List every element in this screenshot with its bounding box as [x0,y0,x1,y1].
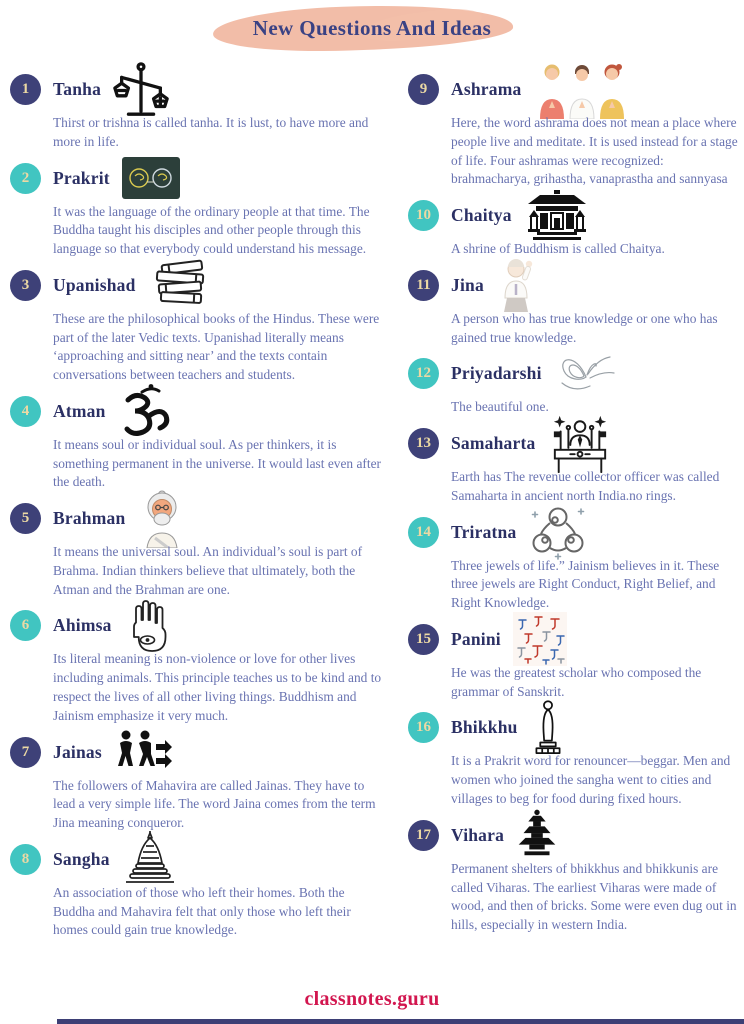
content-columns [0,62,744,945]
term-item-triratna [408,511,740,613]
item-number-badge: 4 [10,396,41,427]
item-number-badge: 15 [408,624,439,655]
term-description: An association of those who left their homes. Both the Buddha and Mahavira felt that only those who left their homes could gain true knowledge. [53,884,351,938]
om-icon [118,384,170,438]
term-label: Ahimsa [53,615,112,636]
footer-site-link[interactable]: classnotes.guru [304,988,440,1010]
term-item-sangha [10,838,398,940]
item-number-badge: 8 [10,844,41,875]
term-label: Upanishad [53,274,136,295]
term-item-tanha [10,68,398,152]
term-description: Three jewels of life.” Jainism believes in it. These three jewels are Right Conduct, Right Belief, and Right Knowledge. [451,557,720,611]
praying-people-icon [533,61,631,119]
item-number-badge: 17 [408,820,439,851]
sanskrit-letters-icon [513,612,567,666]
term-item-ashrama [408,68,740,189]
item-number-badge: 13 [408,428,439,459]
item-number-badge: 9 [408,74,439,105]
term-description: Thirst or trishna is called tanha. It is lust, to have more and more in life. [53,115,369,149]
bottom-accent-bar [57,1019,744,1024]
term-label: Jainas [53,741,102,762]
pagoda-icon [516,809,558,861]
followers-icon [114,729,172,775]
term-item-panini [408,618,740,702]
item-number-badge: 16 [408,712,439,743]
ahimsa-hand-icon [124,597,170,655]
term-item-jina [408,264,740,348]
stupa-icon [122,830,178,888]
term-description: The followers of Mahavira are called Jainas. They have to lead a very simple life. The word Jaina comes from the term Jina meaning conqueror. [53,777,376,831]
term-item-bhikkhu [408,706,740,808]
term-description: The beautiful one. [451,399,549,415]
item-number-badge: 2 [10,163,41,194]
item-number-badge: 7 [10,737,41,768]
term-item-prakrit [10,157,398,259]
term-label: Jina [451,274,484,295]
monk-statue-icon [530,699,566,757]
three-jewels-icon [528,504,588,560]
term-description: A person who has true knowledge or one who has gained true knowledge. [451,310,718,345]
sage-icon [137,490,187,548]
right-column [408,68,740,945]
term-description: A shrine of Buddhism is called Chaitya. [451,241,665,257]
item-number-badge: 1 [10,74,41,105]
balance-scale-icon [113,60,169,120]
term-label: Prakrit [53,167,110,188]
term-description: Its literal meaning is non-violence or love for other lives including animals. This principle teaches us to be kind and to respect the lives of all other living things. Buddhism and Jainism emphasize it very much. [53,651,382,723]
shrine-icon [524,190,590,242]
term-item-brahman [10,497,398,599]
term-description: He was the greatest scholar who composed the grammar of Sanskrit. [451,664,702,699]
term-item-priyadarshi [408,352,740,417]
term-item-jainas [10,731,398,833]
term-label: Bhikkhu [451,717,518,738]
term-description: Here, the word ashrama does not mean a place where people live and meditate. It is used instead for a stage of life. Four ashramas were recognized: brahmacharya, grihastha, vanaprastha and sannyasa [451,115,738,187]
item-number-badge: 14 [408,517,439,548]
butterfly-icon [554,351,618,397]
term-item-vihara [408,814,740,935]
term-label: Samaharta [451,433,536,454]
item-number-badge: 10 [408,200,439,231]
term-description: Earth has The revenue collector officer was called Samaharta in ancient north India.no rings. [451,469,720,503]
term-description: It was the language of the ordinary people at that time. The Buddha taught his disciples and other people through this language so that everybody could understand his message. [53,203,370,257]
term-description: It means the universal soul. An individual’s soul is part of Brahma. Indian thinkers believe that ultimately, both the Atman and the Brahman are one. [53,544,363,597]
item-number-badge: 11 [408,270,439,301]
term-label: Brahman [53,508,126,529]
term-label: Chaitya [451,205,512,226]
term-item-upanishad [10,264,398,385]
item-number-badge: 6 [10,610,41,641]
term-item-chaitya [408,194,740,259]
term-item-ahimsa [10,604,398,725]
term-description: These are the philosophical books of the Hindus. These were part of the later Vedic texts. Upanishad literally means ‘approaching and sitting near’ and the texts contain conversations between teachers and students. [53,310,380,383]
term-label: Tanha [53,79,102,99]
term-description: It means soul or individual soul. As per thinkers, it is something permanent in the universe. It would last even after the death. [53,436,381,490]
term-description: It is a Prakrit word for renouncer—beggar. Men and women who joined the sangha went to cities and villages to beg for food during fixed hours. [451,753,731,807]
term-item-atman [10,390,398,492]
conversation-heads-icon [122,157,180,199]
term-label: Priyadarshi [451,363,542,384]
title-banner [0,0,744,62]
term-label: Triratna [451,521,517,542]
revenue-officer-icon [547,414,613,474]
item-number-badge: 3 [10,270,41,301]
term-label: Panini [451,628,501,649]
term-label: Sangha [53,848,110,869]
term-label: Ashrama [451,79,522,99]
books-stack-icon [148,259,214,311]
footer [0,988,744,1011]
term-label: Atman [53,400,106,421]
page-title: New Questions And Ideas [252,16,492,40]
person-icon [496,256,538,314]
term-description: Permanent shelters of bhikkhus and bhikkunis are called Viharas. The earliest Viharas were made of wood, and then of bricks. Some were even dug out in hills, especially in western India. [451,860,737,933]
left-column [10,68,398,945]
term-item-samaharta [408,422,740,506]
item-number-badge: 12 [408,358,439,389]
item-number-badge: 5 [10,503,41,534]
term-label: Vihara [451,824,505,845]
